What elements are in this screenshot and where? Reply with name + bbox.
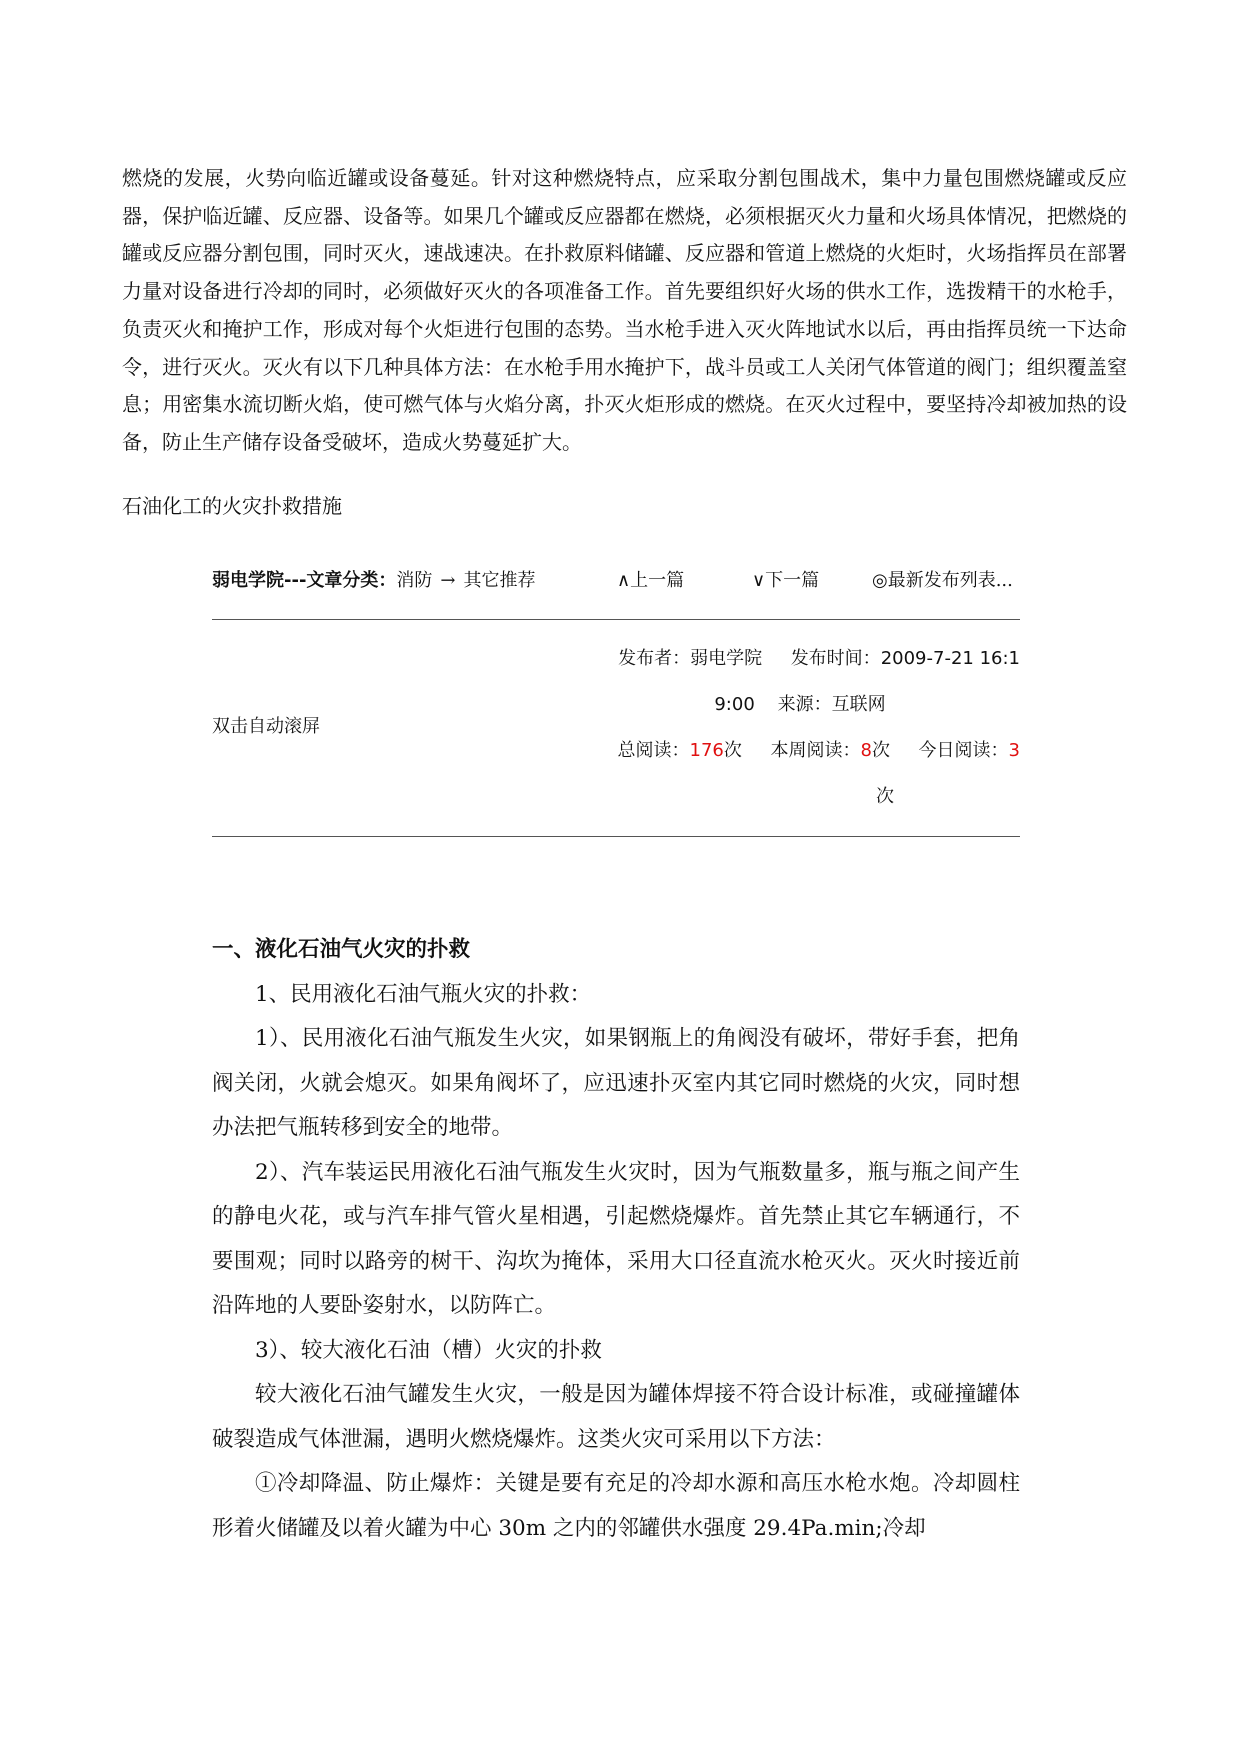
body-paragraph-3: 2）、汽车装运民用液化石油气瓶发生火灾时，因为气瓶数量多，瓶与瓶之间产生的静电火花，或与汽车排气管火星相遇，引起燃烧爆炸。首先禁止其它车辆通行，不要围观；同时以路旁的树干、沟坎为掩体，采用大口径直流水枪灭火。灭火时接近前沿阵地的人要卧姿射水，以防阵亡。 bbox=[212, 1159, 1020, 1318]
divider-top bbox=[212, 619, 1020, 620]
today-reads-value: 3 bbox=[1008, 740, 1020, 761]
total-reads-label: 总阅读： bbox=[617, 740, 690, 761]
category-link[interactable]: 消防 bbox=[396, 570, 433, 591]
time-value-part1: 2009-7-21 16:1 bbox=[880, 648, 1020, 669]
week-reads-value: 8 bbox=[860, 740, 872, 761]
prev-article-link[interactable]: ∧上一篇 bbox=[617, 570, 685, 591]
week-reads-label: 本周阅读： bbox=[770, 740, 861, 761]
total-reads-unit: 次 bbox=[723, 740, 742, 761]
latest-list-link[interactable]: ◎最新发布列表... bbox=[872, 570, 1013, 591]
meta-line-source bbox=[580, 682, 1020, 728]
auto-scroll-hint[interactable]: 双击自动滚屏 bbox=[212, 716, 320, 737]
body-paragraph-4: 3）、较大液化石油（槽）火灾的扑救 bbox=[255, 1337, 602, 1363]
source-label: 来源： bbox=[777, 694, 832, 715]
body-paragraph-2: 1）、民用液化石油气瓶发生火灾，如果钢瓶上的角阀没有破坏，带好手套，把角阀关闭，火就会熄灭。如果角阀坏了，应迅速扑灭室内其它同时燃烧的火灾，同时想办法把气瓶转移到安全的地带。 bbox=[212, 1026, 1020, 1140]
next-article-link[interactable]: ∨下一篇 bbox=[752, 570, 820, 591]
time-label: 发布时间： bbox=[790, 648, 881, 669]
intro-text bbox=[122, 160, 1127, 462]
subcategory-link[interactable]: 其它推荐 bbox=[463, 570, 536, 591]
body-paragraph-6: ①冷却降温、防止爆炸：关键是要有充足的冷却水源和高压水枪水炮。冷却圆柱形着火储罐及以着火罐为中心 30m 之内的邻罐供水强度 29.4Pa.min;冷却 bbox=[212, 1471, 1020, 1541]
site-category-label: 弱电学院---文章分类： bbox=[212, 570, 397, 591]
meta-line-publisher bbox=[580, 636, 1020, 682]
article-meta bbox=[580, 636, 1020, 820]
week-reads-unit: 次 bbox=[871, 740, 890, 761]
article-body bbox=[212, 928, 1020, 1551]
source-value: 互联网 bbox=[831, 694, 886, 715]
today-reads-unit: 次 bbox=[876, 786, 894, 807]
article-navbar bbox=[212, 566, 1020, 596]
total-reads-value: 176 bbox=[689, 740, 724, 761]
meta-line-unit bbox=[580, 774, 1020, 820]
breadcrumb bbox=[212, 566, 536, 596]
body-paragraph-1: 1、民用液化石油气瓶火灾的扑救： bbox=[255, 981, 592, 1007]
publisher-value: 弱电学院 bbox=[690, 648, 763, 669]
intro-paragraph: 燃烧的发展，火势向临近罐或设备蔓延。针对这种燃烧特点，应采取分割包围战术，集中力量包围燃烧罐或反应器，保护临近罐、反应器、设备等。如果几个罐或反应器都在燃烧，必须根据灭火力量和火场具体情况，把燃烧的罐或反应器分割包围，同时灭火，速战速决。在扑救原料储罐、反应器和管道上燃烧的火炬时，火场指挥员在部署力量对设备进行冷却的同时，必须做好灭火的各项准备工作。首先要组织好火场的供水工作，选拨精干的水枪手，负责灭火和掩护工作，形成对每个火炬进行包围的态势。当水枪手进入灭火阵地试水以后，再由指挥员统一下达命令，进行灭火。灭火有以下几种具体方法：在水枪手用水掩护下，战斗员或工人关闭气体管道的阀门；组织覆盖窒息；用密集水流切断火焰，使可燃气体与火焰分离，扑灭火炬形成的燃烧。在灭火过程中，要坚持冷却被加热的设备，防止生产储存设备受破坏，造成火势蔓延扩大。 bbox=[122, 166, 1127, 454]
article-title: 石油化工的火灾扑救措施 bbox=[122, 494, 342, 518]
section-heading: 一、液化石油气火灾的扑救 bbox=[212, 937, 471, 962]
body-paragraph-5: 较大液化石油气罐发生火灾，一般是因为罐体焊接不符合设计标准，或碰撞罐体破裂造成气体泄漏，遇明火燃烧爆炸。这类火灾可采用以下方法： bbox=[212, 1382, 1020, 1452]
meta-line-reads bbox=[580, 728, 1020, 774]
divider-bottom bbox=[212, 836, 1020, 837]
publisher-label: 发布者： bbox=[618, 648, 691, 669]
today-reads-label: 今日阅读： bbox=[918, 740, 1009, 761]
time-value-part2: 9:00 bbox=[714, 694, 755, 715]
breadcrumb-arrow: → bbox=[440, 570, 456, 591]
